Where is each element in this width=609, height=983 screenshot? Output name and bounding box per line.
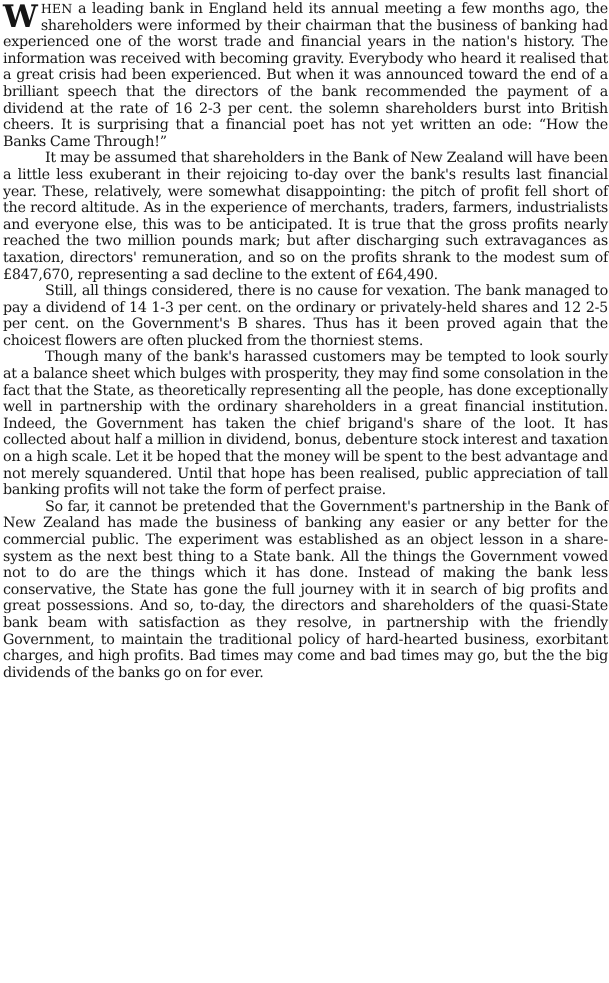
article-paragraph-4: Though many of the bank's harassed customers may be tempted to look sourly at a balance sheet which bulges with prosperity, they may find some consolation in the fact that the State, as theoretically representing all the people, has done exceptionally well in partnership with the ordinary shareholders in a great financial institution. Indeed, the Government has taken the chief brigand's share of the loot. It has collected about half a million in dividend, bonus, debenture stock interest and taxation on a high scale. Let it be hoped that the money will be spent to the best advantage and not merely squandered. Until that hope has been realised, public appreciation of tall banking profits will not take the form of perfect praise. bbox=[3, 349, 608, 499]
drop-cap: W bbox=[3, 0, 38, 35]
article-paragraph-5: So far, it cannot be pretended that the Government's partnership in the Bank of New Zealand has made the business of banking any easier or any better for the commercial public. The experiment was established as an object lesson in a share-system as the next best thing to a State bank. All the things the Government vowed not to do are the things which it has done. Instead of making the bank less conservative, the State has gone the full journey with it in search of big profits and great possessions. And so, to-day, the directors and shareholders of the quasi-State bank beam with satisfaction as they resolve, in partnership with the friendly Government, to maintain the traditional policy of hard-hearted business, exorbitant charges, and high profits. Bad times may come and bad times may go, but the the big dividends of the banks go on for ever. bbox=[3, 498, 608, 681]
article-paragraph-2: It may be assumed that shareholders in the Bank of New Zealand will have been a little less exuberant in their rejoicing to-day over the bank's results last financial year. These, relatively, were somewhat disappointing: the pitch of profit fell short of the record altitude. As in the experience of merchants, traders, farmers, industrialists and everyone else, this was to be anticipated. It is true that the gross profits nearly reached the two million pounds mark; but after discharging such extravagances as taxation, directors' remuneration, and so on the profits shrank to the modest sum of £847,670, representing a sad decline to the extent of £64,490. bbox=[3, 150, 608, 283]
article-paragraph-1 bbox=[3, 1, 608, 150]
lead-caps: HEN bbox=[40, 1, 73, 16]
article-paragraph-3: Still, all things considered, there is no cause for vexation. The bank managed to pay a dividend of 14 1-3 per cent. on the ordinary or privately-held shares and 12 2-5 per cent. on the Government's B shares. Thus has it been proved again that the choicest flowers are often plucked from the thorniest stems. bbox=[3, 283, 608, 349]
paragraph-1-text: a leading bank in England held its annual meeting a few months ago, the shareholders were informed by their chairman that the business of banking had experienced one of the worst trade and financial years in the nation's history. The information was received with becoming gravity. Everybody who heard it realised that a great crisis had been experienced. But when it was announced toward the end of a brilliant speech that the directors of the bank recommended the payment of a dividend at the rate of 16 2-3 per cent. the solemn shareholders burst into British cheers. It is surprising that a financial poet has not yet written an ode: “How the Banks Came Through!” bbox=[3, 1, 608, 150]
